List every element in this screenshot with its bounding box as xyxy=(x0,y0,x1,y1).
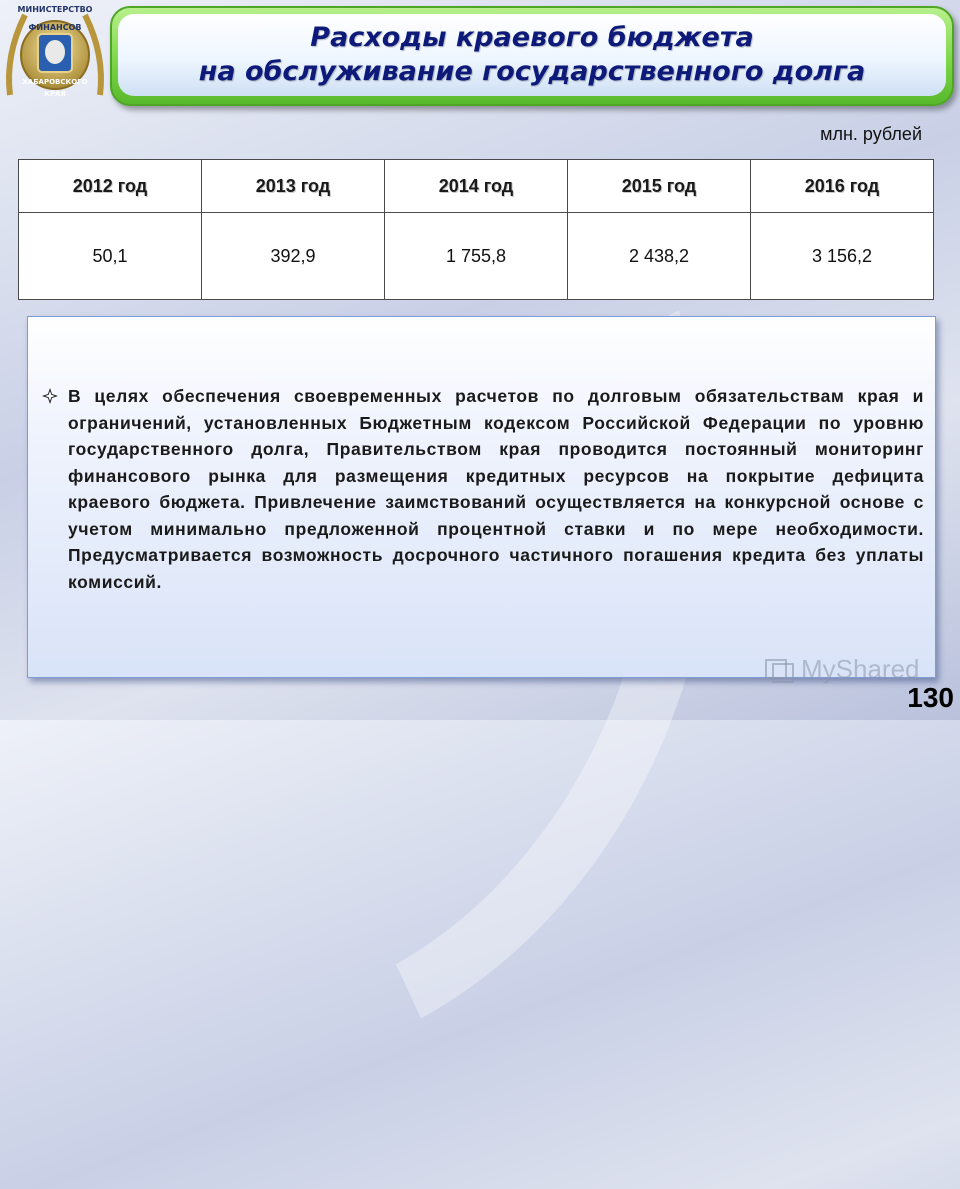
title-banner xyxy=(110,6,954,106)
value-2015: 2 438,2 xyxy=(568,213,751,300)
emblem-text-2: ФИНАНСОВ xyxy=(28,23,82,32)
title-inner xyxy=(118,14,946,96)
header-2013: 2013 год xyxy=(202,160,385,213)
watermark-logo-icon xyxy=(765,657,795,683)
title-line-2: на обслуживание государственного долга xyxy=(198,56,866,87)
unit-label: млн. рублей xyxy=(820,124,922,144)
diamond-bullet-icon xyxy=(42,388,58,404)
ministry-emblem xyxy=(0,0,110,110)
watermark xyxy=(765,654,920,685)
value-2012: 50,1 xyxy=(19,213,202,300)
emblem-text-4: КРАЯ xyxy=(44,90,66,98)
value-2013: 392,9 xyxy=(202,213,385,300)
info-panel xyxy=(27,316,936,678)
info-text: В целях обеспечения своевременных расчетов по долговым обязательствам края и ограничений, установленных Бюджетным кодексом Российской Федерации по уровню государственного долга, Правительством края проводится постоянный мониторинг финансового рынка для размещения кредитных ресурсов на покрытие дефицита краевого бюджета. Привлечение заимствований осуществляется на конкурсной основе с учетом минимально предложенной процентной ставки и по мере необходимости. Предусматривается возможность досрочного частичного погашения кредита без уплаты комиссий. xyxy=(68,386,924,592)
table-values-row xyxy=(19,213,934,300)
watermark-text: MyShared xyxy=(801,654,920,684)
table-header-row xyxy=(19,160,934,213)
header-2012: 2012 год xyxy=(19,160,202,213)
emblem-bear-icon xyxy=(45,40,65,64)
emblem-text-1: МИНИСТЕРСТВО xyxy=(17,5,93,14)
emblem-text-3: ХАБАРОВСКОГО xyxy=(22,78,88,86)
value-2016: 3 156,2 xyxy=(751,213,934,300)
header-2016: 2016 год xyxy=(751,160,934,213)
title-line-1: Расходы краевого бюджета xyxy=(310,22,754,53)
header-2014: 2014 год xyxy=(385,160,568,213)
page-number: 130 xyxy=(907,682,954,713)
budget-table xyxy=(18,159,934,300)
header-2015: 2015 год xyxy=(568,160,751,213)
value-2014: 1 755,8 xyxy=(385,213,568,300)
